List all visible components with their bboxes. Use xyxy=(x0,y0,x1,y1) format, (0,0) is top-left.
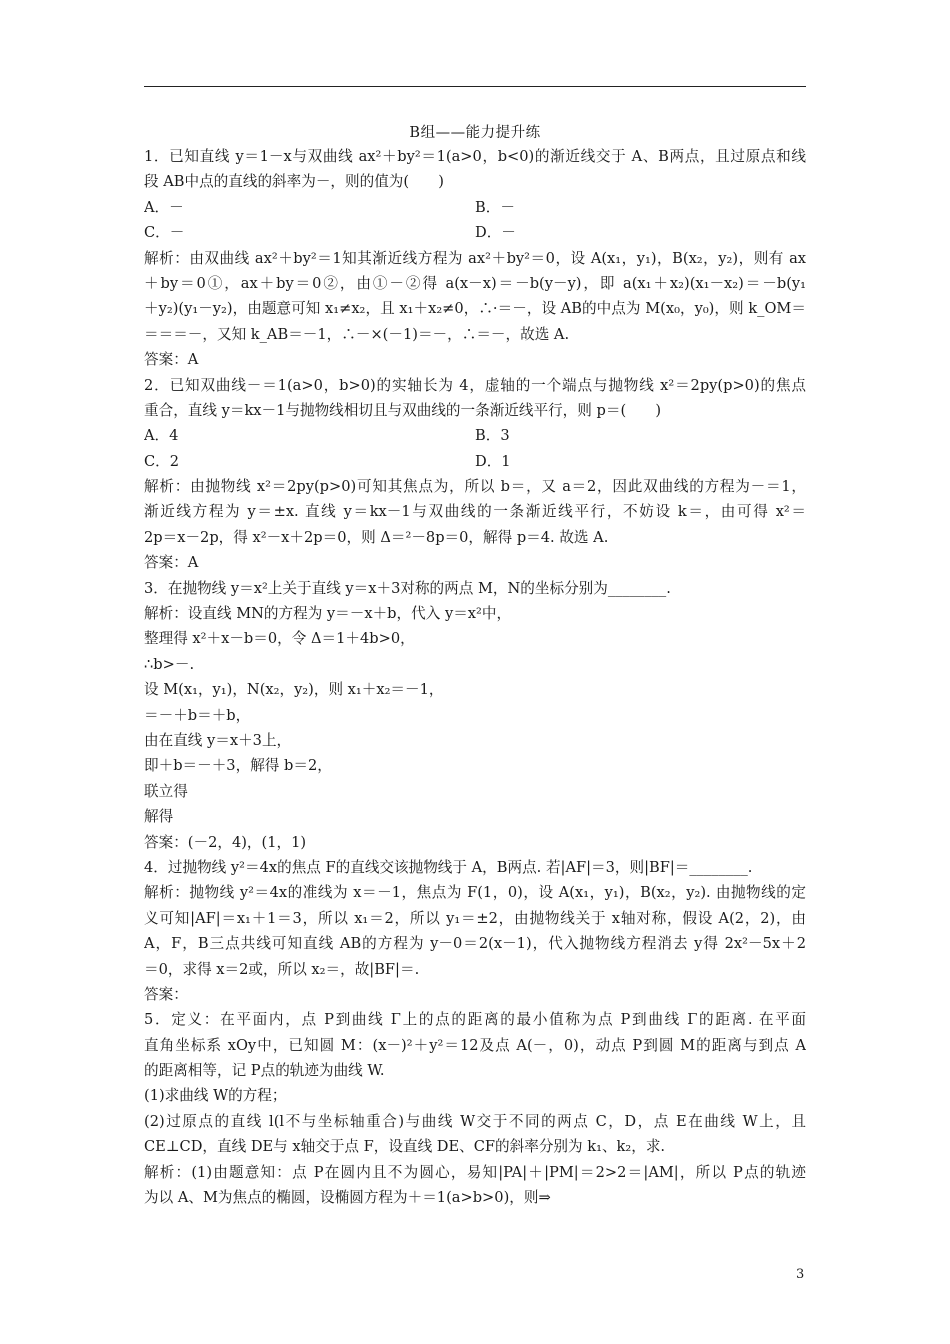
text-line: 答案：(－2，4)，(1，1) xyxy=(144,833,307,851)
text-line: (2)过原点的直线 l(l不与坐标轴重合)与曲线 W交于不同的两点 C，D，点 E在曲线 W上，且 xyxy=(144,1112,806,1130)
page-number: 3 xyxy=(796,1267,805,1282)
text-line: 5．定义：在平面内，点 P到曲线 Γ上的点的距离的最小值称为点 P到曲线 Γ的距离. 在平面 xyxy=(144,1011,806,1029)
text-line: ＝－＋b＝＋b， xyxy=(144,706,251,724)
text-line: 解析：由抛物线 x²＝2py(p>0)可知其焦点为，所以 b＝，又 a＝2，因此双曲线的方程为－＝1， xyxy=(144,478,806,496)
text-line: 渐近线方程为 y＝±x. 直线 y＝kx－1与双曲线的一条渐近线平行，不妨设 k＝，由可得 x²＝ xyxy=(144,503,806,521)
text-line: ＋y₂)(y₁－y₂)，由题意可知 x₁≠x₂，且 x₁＋x₂≠0，∴·＝－，设 AB的中点为 M(x₀，y₀)，则 k_OM＝ xyxy=(144,300,806,318)
answer-option: C．2 xyxy=(144,452,180,470)
text-line: 重合，直线 y＝kx－1与抛物线相切且与双曲线的一条渐近线平行，则 p＝( ) xyxy=(144,401,662,419)
answer-options-row xyxy=(144,195,806,220)
text-line: 整理得 x²＋x－b＝0，令 Δ＝1＋4b>0， xyxy=(144,630,415,648)
answer-option: D．1 xyxy=(475,452,511,470)
header-rule xyxy=(144,86,806,87)
answer-options-row xyxy=(144,449,806,474)
text-line: 解析：设直线 MN的方程为 y＝－x＋b，代入 y＝x²中， xyxy=(144,605,512,623)
text-line: (1)求曲线 W的方程； xyxy=(144,1087,287,1105)
text-line: 1．已知直线 y＝1－x与双曲线 ax²＋by²＝1(a>0，b<0)的渐近线交于 A、B两点，且过原点和线 xyxy=(144,148,806,165)
text-line: 解析：(1)由题意知：点 P在圆内且不为圆心，易知|PA|＋|PM|＝2>2＝|AM|，所以 P点的轨迹 xyxy=(144,1163,806,1181)
text-line: 答案：A xyxy=(144,351,199,369)
text-line: 解析：由双曲线 ax²＋by²＝1知其渐近线方程为 ax²＋by²＝0，设 A(x₁，y₁)，B(x₂，y₂)，则有 ax xyxy=(144,249,806,267)
text-line: 由在直线 y＝x＋3上， xyxy=(144,731,292,749)
text-line: 联立得 xyxy=(144,782,188,800)
text-line: 解析：抛物线 y²＝4x的准线为 x＝－1，焦点为 F(1，0)，设 A(x₁，y₁)，B(x₂，y₂). 由抛物线的定 xyxy=(144,884,806,902)
text-line: 答案：A xyxy=(144,554,199,572)
text-line: ＝＝＝－，又知 k_AB＝－1，∴－×(－1)＝－，∴＝－，故选 A. xyxy=(144,325,570,343)
answer-option: C．－ xyxy=(144,224,185,242)
text-line: ∴b>－. xyxy=(144,655,195,673)
text-line: 设 M(x₁，y₁)，N(x₂，y₂)，则 x₁＋x₂＝－1， xyxy=(144,681,444,699)
text-line: CE⊥CD，直线 DE与 x轴交于点 F，设直线 DE、CF的斜率分别为 k₁、k₂，求. xyxy=(144,1138,666,1156)
text-line: 4．过抛物线 y²＝4x的焦点 F的直线交该抛物线于 A，B两点. 若|AF|＝3，则|BF|＝________. xyxy=(144,858,753,876)
text-line: ＋by＝0①，ax＋by＝0②，由①－②得 a(x－x)＝－b(y－y)，即 a(x₁＋x₂)(x₁－x₂)＝－b(y₁ xyxy=(144,274,806,292)
text-line: 义可知|AF|＝x₁＋1＝3，所以 x₁＝2，所以 y₁＝±2，由抛物线关于 x轴对称，假设 A(2，2)，由 xyxy=(144,909,806,927)
answer-option: A．－ xyxy=(144,198,184,216)
answer-option: D．－ xyxy=(475,224,516,242)
text-line: 即＋b＝－＋3，解得 b＝2， xyxy=(144,757,332,775)
section-title: B组——能力提升练 xyxy=(409,125,541,141)
answer-options-row xyxy=(144,423,806,448)
text-line: ＝0，求得 x＝2或，所以 x₂＝，故|BF|＝. xyxy=(144,960,420,978)
answer-option: A．4 xyxy=(144,427,179,445)
text-line: 为以 A、M为焦点的椭圆，设椭圆方程为＋＝1(a>b>0)，则⇒ xyxy=(144,1189,551,1207)
text-line: 3．在抛物线 y＝x²上关于直线 y＝x＋3对称的两点 M，N的坐标分别为________. xyxy=(144,579,671,597)
text-line: 解得 xyxy=(144,808,174,826)
text-line: 答案： xyxy=(144,985,188,1003)
text-line: 的距离相等，记 P点的轨迹为曲线 W. xyxy=(144,1062,385,1080)
answer-options-row xyxy=(144,220,806,245)
document-body xyxy=(144,144,806,1210)
answer-option: B．－ xyxy=(475,198,515,216)
text-line: 2．已知双曲线－＝1(a>0，b>0)的实轴长为 4，虚轴的一个端点与抛物线 x²＝2py(p>0)的焦点 xyxy=(144,376,806,394)
text-line: A，F，B三点共线可知直线 AB的方程为 y－0＝2(x－1)，代入抛物线方程消去 y得 2x²－5x＋2 xyxy=(144,935,806,953)
answer-option: B．3 xyxy=(475,427,510,445)
text-line: 直角坐标系 xOy中，已知圆 M：(x－)²＋y²＝12及点 A(－，0)，动点 P到圆 M的距离与到点 A xyxy=(144,1036,806,1054)
text-line: 段 AB中点的直线的斜率为－，则的值为( ) xyxy=(144,173,444,191)
text-line: 2p＝x－2p，得 x²－x＋2p＝0，则 Δ＝²－8p＝0，解得 p＝4. 故选 A. xyxy=(144,528,609,546)
